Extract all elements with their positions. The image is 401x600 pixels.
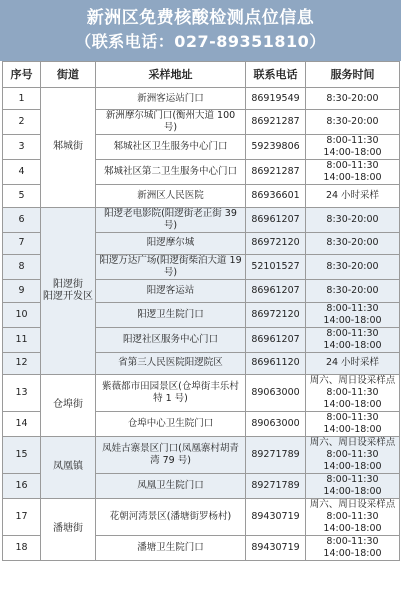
row-number: 18 <box>3 535 41 560</box>
row-number: 5 <box>3 185 41 207</box>
service-time: 24 小时采样 <box>306 185 400 207</box>
service-time: 8:00-11:30 14:00-18:00 <box>306 135 400 160</box>
row-number: 9 <box>3 280 41 302</box>
row-number: 12 <box>3 352 41 374</box>
table-row <box>3 498 400 535</box>
sampling-address: 阳逻卫生院门口 <box>96 302 246 327</box>
contact-phone: 86961207 <box>246 327 306 352</box>
sampling-address: 仓埠中心卫生院门口 <box>96 411 246 436</box>
contact-phone: 86921287 <box>246 160 306 185</box>
street-name: 邾城街 <box>41 88 96 208</box>
table-header-row <box>3 62 400 88</box>
contact-phone: 89063000 <box>246 374 306 411</box>
testing-sites-table <box>2 61 400 561</box>
sampling-address: 潘塘卫生院门口 <box>96 535 246 560</box>
row-number: 13 <box>3 374 41 411</box>
street-name: 潘塘街 <box>41 498 96 560</box>
row-number: 6 <box>3 207 41 232</box>
row-number: 7 <box>3 232 41 254</box>
row-number: 2 <box>3 110 41 135</box>
contact-phone: 86961207 <box>246 207 306 232</box>
table-body <box>3 88 400 561</box>
row-number: 17 <box>3 498 41 535</box>
contact-phone: 52101527 <box>246 255 306 280</box>
sampling-address: 新洲客运站门口 <box>96 88 246 110</box>
contact-phone: 89430719 <box>246 535 306 560</box>
row-number: 10 <box>3 302 41 327</box>
contact-phone: 86919549 <box>246 88 306 110</box>
service-time: 周六、周日设采样点 8:00-11:30 14:00-18:00 <box>306 436 400 473</box>
sampling-address: 新洲区人民医院 <box>96 185 246 207</box>
service-time: 8:00-11:30 14:00-18:00 <box>306 160 400 185</box>
service-time: 8:30-20:00 <box>306 255 400 280</box>
service-time: 8:30-20:00 <box>306 280 400 302</box>
row-number: 15 <box>3 436 41 473</box>
sampling-address: 阳逻万达广场(阳逻街柴泊大道 19 号) <box>96 255 246 280</box>
service-time: 8:00-11:30 14:00-18:00 <box>306 302 400 327</box>
sampling-address: 省第三人民医院阳逻院区 <box>96 352 246 374</box>
contact-phone: 89271789 <box>246 436 306 473</box>
street-name: 阳逻街 阳逻开发区 <box>41 207 96 374</box>
contact-phone: 86961207 <box>246 280 306 302</box>
service-time: 8:00-11:30 14:00-18:00 <box>306 327 400 352</box>
row-number: 1 <box>3 88 41 110</box>
contact-phone: 59239806 <box>246 135 306 160</box>
page-title: 新洲区免费核酸检测点位信息 <box>86 8 315 28</box>
table-row <box>3 207 400 232</box>
contact-subtitle: （联系电话：027-89351810） <box>75 32 326 51</box>
service-time: 8:00-11:30 14:00-18:00 <box>306 473 400 498</box>
service-time: 8:00-11:30 14:00-18:00 <box>306 411 400 436</box>
title-banner <box>0 0 401 61</box>
table-row <box>3 88 400 110</box>
service-time: 8:30-20:00 <box>306 88 400 110</box>
street-name: 仓埠街 <box>41 374 96 436</box>
column-header: 街道 <box>41 62 96 88</box>
column-header: 联系电话 <box>246 62 306 88</box>
contact-phone: 86921287 <box>246 110 306 135</box>
contact-phone: 89430719 <box>246 498 306 535</box>
contact-phone: 89271789 <box>246 473 306 498</box>
row-number: 8 <box>3 255 41 280</box>
sampling-address: 凤凰卫生院门口 <box>96 473 246 498</box>
sampling-address: 邾城社区卫生服务中心门口 <box>96 135 246 160</box>
row-number: 16 <box>3 473 41 498</box>
contact-phone: 89063000 <box>246 411 306 436</box>
contact-phone: 86936601 <box>246 185 306 207</box>
contact-phone: 86972120 <box>246 302 306 327</box>
column-header: 采样地址 <box>96 62 246 88</box>
service-time: 8:00-11:30 14:00-18:00 <box>306 535 400 560</box>
service-time: 周六、周日设采样点 8:00-11:30 14:00-18:00 <box>306 498 400 535</box>
sampling-address: 阳逻老电影院(阳逻街老正街 39 号) <box>96 207 246 232</box>
service-time: 24 小时采样 <box>306 352 400 374</box>
sampling-address: 邾城社区第二卫生服务中心门口 <box>96 160 246 185</box>
sampling-address: 阳逻客运站 <box>96 280 246 302</box>
sampling-address: 花朝河湾景区(潘塘街罗杨村) <box>96 498 246 535</box>
row-number: 3 <box>3 135 41 160</box>
table-row <box>3 436 400 473</box>
row-number: 14 <box>3 411 41 436</box>
sampling-address: 阳逻社区服务中心门口 <box>96 327 246 352</box>
contact-phone: 86961120 <box>246 352 306 374</box>
sampling-address: 阳逻摩尔城 <box>96 232 246 254</box>
service-time: 周六、周日设采样点 8:00-11:30 14:00-18:00 <box>306 374 400 411</box>
column-header: 服务时间 <box>306 62 400 88</box>
street-name: 凤凰镇 <box>41 436 96 498</box>
service-time: 8:30-20:00 <box>306 207 400 232</box>
sampling-address: 凤娃古寨景区门口(凤凰寨村胡青湾 79 号) <box>96 436 246 473</box>
sampling-address: 紫薇都市田园景区(仓埠街丰乐村特 1 号) <box>96 374 246 411</box>
table-row <box>3 374 400 411</box>
contact-phone: 86972120 <box>246 232 306 254</box>
sampling-address: 新洲摩尔城门口(衡州大道 100 号) <box>96 110 246 135</box>
row-number: 11 <box>3 327 41 352</box>
service-time: 8:30-20:00 <box>306 232 400 254</box>
service-time: 8:30-20:00 <box>306 110 400 135</box>
row-number: 4 <box>3 160 41 185</box>
column-header: 序号 <box>3 62 41 88</box>
